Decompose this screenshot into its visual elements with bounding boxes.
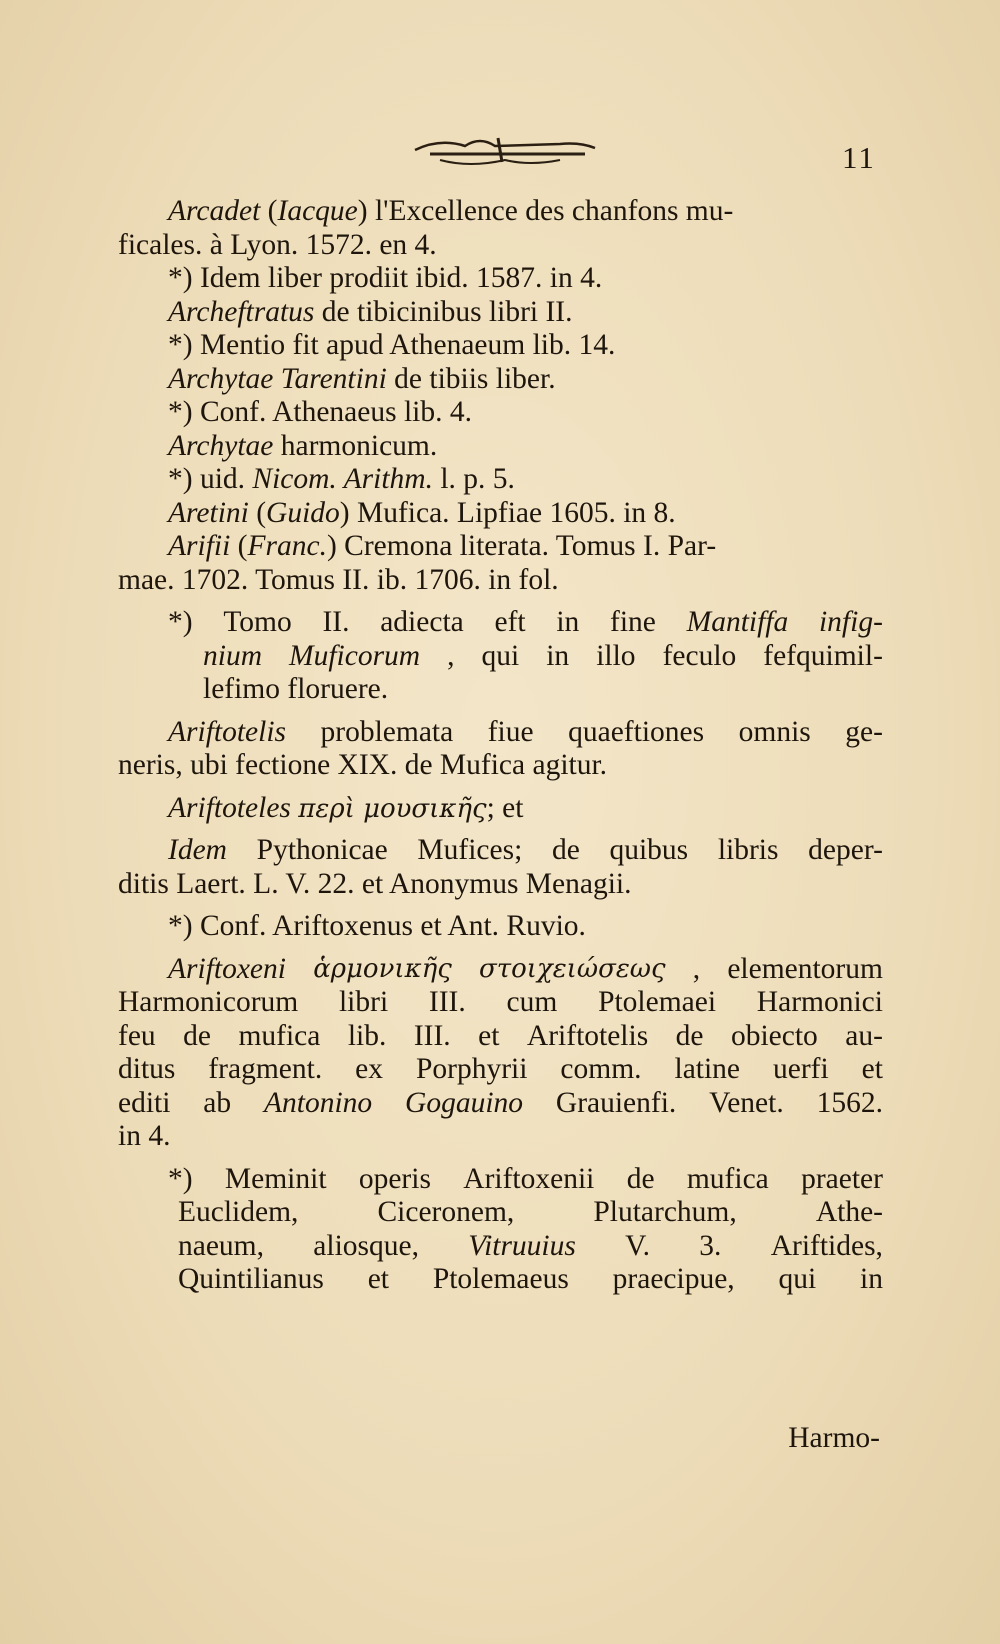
word: 1562. <box>816 1086 883 1119</box>
word: feculo <box>662 639 737 672</box>
word: eft <box>494 606 526 638</box>
word: de <box>551 834 580 866</box>
word: Harmonici <box>756 986 883 1018</box>
word: III. <box>413 1019 451 1052</box>
page-number: 11 <box>842 140 876 175</box>
word: obiecto <box>730 1019 818 1052</box>
italic-text: Ariftoteles <box>168 791 299 824</box>
paragraph-gap <box>118 944 883 953</box>
text-segment: ) l'Excellence des chanfons mu- <box>357 195 734 227</box>
text-segment: ( <box>256 496 267 529</box>
word: Muficorum <box>289 639 421 672</box>
word: Ariftotelis <box>168 715 286 748</box>
text-line <box>118 1230 883 1264</box>
text-segment: ; et <box>486 791 524 824</box>
word: editi <box>118 1086 171 1119</box>
text-line <box>118 834 883 868</box>
word: comm. <box>560 1053 642 1085</box>
text-segment: ditis Laert. L. V. 22. et Anonymus Menagii. <box>118 867 632 900</box>
text-line <box>118 329 883 363</box>
greek-word: ἁρμονικῆς <box>313 953 452 984</box>
italic-text: Archytae Tarentini <box>168 362 395 395</box>
word: Porphyrii <box>415 1053 528 1085</box>
text-line <box>118 640 883 674</box>
text-line <box>118 1053 883 1087</box>
word: in <box>556 606 580 638</box>
word: au- <box>845 1019 883 1052</box>
word: ex <box>355 1053 384 1085</box>
word: Tomo <box>223 606 292 638</box>
word: Grauienfi. <box>555 1086 677 1119</box>
text-segment: de tibicinibus libri II. <box>321 295 573 328</box>
word: Quintilianus <box>178 1263 324 1295</box>
word: Ariftoxeni <box>168 952 286 985</box>
text-segment: de tibiis liber. <box>394 362 556 395</box>
word: libri <box>338 986 389 1018</box>
word: praecipue, <box>612 1263 735 1295</box>
text-line <box>118 530 883 564</box>
printer-ornament <box>410 132 600 172</box>
text-line <box>118 1263 883 1297</box>
word: mufica <box>686 1162 769 1195</box>
text-segment: l. p. 5. <box>432 463 515 495</box>
word: Meminit <box>224 1162 327 1195</box>
paragraph-gap <box>118 597 883 606</box>
text-line <box>118 195 883 229</box>
text-line <box>118 953 883 987</box>
word: mufica <box>238 1019 321 1052</box>
word: Ptolemaeus <box>432 1263 569 1295</box>
text-segment: in 4. <box>118 1120 171 1152</box>
word: ditus <box>118 1053 176 1085</box>
text-segment: mae. 1702. Tomus II. ib. 1706. in fol. <box>118 563 559 596</box>
text-line <box>118 792 883 826</box>
text-line <box>118 749 883 783</box>
word: nium <box>203 639 262 672</box>
text-segment: *) uid. <box>168 463 253 495</box>
word: uerfi <box>773 1053 829 1085</box>
italic-text: Archytae <box>168 429 281 462</box>
word: operis <box>358 1162 431 1195</box>
text-line <box>118 986 883 1020</box>
word: ab <box>203 1086 232 1119</box>
word: fragment. <box>208 1053 323 1085</box>
text-segment: *) Idem liber prodiit ibid. 1587. in 4. <box>168 262 603 294</box>
word: latine <box>674 1053 741 1085</box>
word: deper- <box>808 834 883 866</box>
word: Mufices; <box>417 834 523 866</box>
word: V. <box>625 1229 651 1262</box>
word: qui <box>481 639 520 672</box>
text-line <box>118 1120 883 1154</box>
word: Antonino <box>264 1086 373 1119</box>
word: qui <box>778 1263 817 1295</box>
text-line <box>118 673 883 707</box>
word: naeum, <box>178 1229 265 1262</box>
text-line <box>118 296 883 330</box>
catchword: Harmo- <box>788 1422 880 1454</box>
word: feu <box>118 1019 156 1052</box>
word: , <box>447 639 455 672</box>
text-segment: ) Cremona literata. Tomus I. Par- <box>326 530 717 562</box>
word: Plutarchum, <box>593 1196 737 1228</box>
word: fefquimil- <box>763 639 883 672</box>
word: Euclidem, <box>178 1196 299 1228</box>
word: *) <box>168 606 193 638</box>
text-segment: ( <box>267 195 278 227</box>
greek-word: στοιχειώσεως <box>478 953 666 984</box>
word: fiue <box>487 715 534 748</box>
paragraph-gap <box>118 707 883 716</box>
text-line <box>118 868 883 902</box>
word: adiecta <box>380 606 464 638</box>
word: Idem <box>168 834 227 866</box>
word: fine <box>610 606 656 638</box>
word: ge- <box>845 715 883 748</box>
word: quaeftiones <box>568 715 705 748</box>
text-segment: harmonicum. <box>280 429 438 462</box>
word: in <box>860 1263 883 1295</box>
word: omnis <box>738 715 811 748</box>
italic-text: Arcadet <box>168 195 268 227</box>
word: Vitruuius <box>468 1229 576 1262</box>
main-text <box>118 195 883 1297</box>
text-line <box>118 430 883 464</box>
word: Mantiffa <box>686 606 789 638</box>
word: Ptolemaei <box>598 986 717 1018</box>
word: Ariftoxenii <box>463 1162 595 1195</box>
text-line <box>118 363 883 397</box>
word: infig- <box>818 606 883 638</box>
word: et <box>367 1263 389 1295</box>
word: lib. <box>347 1019 387 1052</box>
italic-text: Iacque <box>277 195 358 227</box>
text-line <box>118 497 883 531</box>
word: III. <box>428 986 466 1018</box>
text-line <box>118 262 883 296</box>
greek-text: περὶ μουσικῆς <box>298 793 487 824</box>
word: praeter <box>801 1162 883 1195</box>
word: *) <box>168 1162 193 1195</box>
text-segment: *) Mentio fit apud Athenaeum lib. 14. <box>168 329 616 361</box>
text-segment: *) Conf. Athenaeus lib. 4. <box>168 396 472 428</box>
text-line <box>118 1020 883 1054</box>
word: Pythonicae <box>256 834 388 866</box>
word: Gogauino <box>405 1086 524 1119</box>
italic-text: Archeftratus <box>168 295 322 328</box>
paragraph-gap <box>118 783 883 792</box>
italic-text: Aretini <box>168 496 257 529</box>
italic-text: Arifii <box>168 530 238 562</box>
word: Ariftides, <box>770 1229 883 1262</box>
paragraph-gap <box>118 1154 883 1163</box>
text-segment: ficales. à Lyon. 1572. en 4. <box>118 228 437 261</box>
text-line <box>118 606 883 640</box>
word: Venet. <box>709 1086 784 1119</box>
text-line <box>118 1196 883 1230</box>
word: Ariftotelis <box>526 1019 649 1052</box>
text-segment: *) Conf. Ariftoxenus et Ant. Ruvio. <box>168 910 586 942</box>
text-line <box>118 910 883 944</box>
word: cum <box>506 986 558 1018</box>
italic-text: Franc. <box>247 530 327 562</box>
text-segment: ( <box>237 530 248 562</box>
text-line <box>118 463 883 497</box>
word: illo <box>596 639 636 672</box>
paragraph-gap <box>118 901 883 910</box>
word: Athe- <box>815 1196 883 1228</box>
word: 3. <box>699 1229 722 1262</box>
word: et <box>861 1053 883 1085</box>
word: de <box>183 1019 211 1052</box>
text-line <box>118 716 883 750</box>
italic-text: Nicom. Arithm. <box>252 463 433 495</box>
word: libris <box>717 834 779 866</box>
word: Ciceronem, <box>377 1196 515 1228</box>
text-segment: neris, ubi fectione XIX. de Mufica agitur. <box>118 749 608 781</box>
text-line <box>118 1087 883 1121</box>
word: problemata <box>320 715 454 748</box>
italic-text: Guido <box>266 496 340 529</box>
word: de <box>626 1162 655 1195</box>
text-segment: ) Mufica. Lipfiae 1605. in 8. <box>339 496 676 529</box>
text-segment: lefimo floruere. <box>203 673 389 705</box>
paragraph-gap <box>118 825 883 834</box>
word: , <box>692 952 701 985</box>
text-line <box>118 1163 883 1197</box>
word: de <box>675 1019 704 1052</box>
word: elementorum <box>727 952 883 985</box>
word: in <box>546 639 570 672</box>
text-line <box>118 564 883 598</box>
word: aliosque, <box>313 1229 419 1262</box>
word: et <box>478 1019 500 1052</box>
text-line <box>118 396 883 430</box>
text-line <box>118 229 883 263</box>
word: quibus <box>609 834 689 866</box>
word: II. <box>322 606 350 638</box>
word: Harmonicorum <box>118 986 299 1018</box>
